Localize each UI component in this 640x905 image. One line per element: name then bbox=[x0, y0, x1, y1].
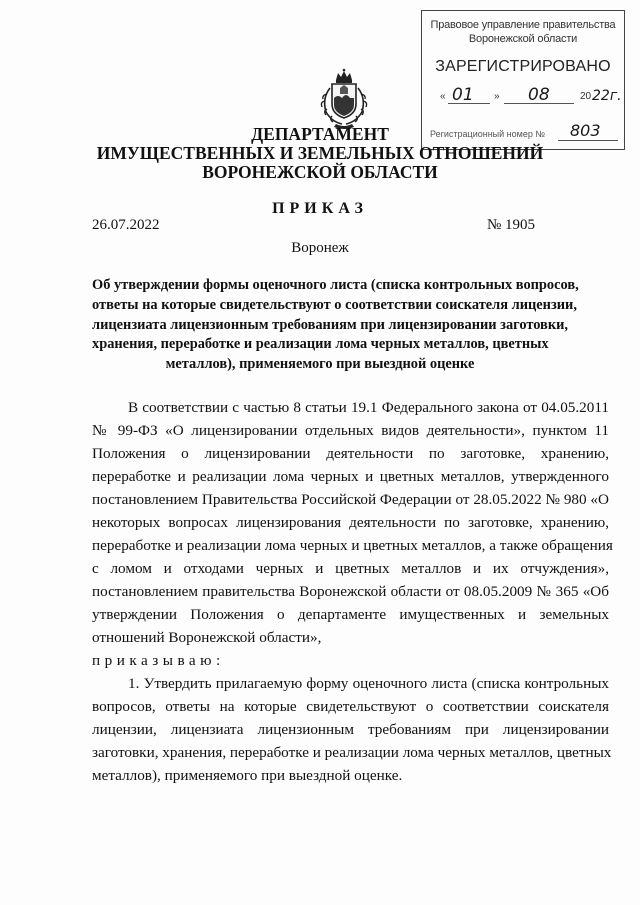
body-line: лицензии, лицензиата лицензионным требованиям при лицензировании bbox=[92, 721, 609, 738]
department-name-line2: ИМУЩЕСТВЕННЫХ И ЗЕМЕЛЬНЫХ ОТНОШЕНИЙ bbox=[96, 143, 544, 163]
body-line: заготовки, хранения, переработке и реализации лома черных металлов, цветных bbox=[92, 744, 612, 761]
body-line: вопросов, ответы на которые свидетельствуют о соответствии соискателя bbox=[92, 698, 609, 715]
stamp-date bbox=[440, 85, 622, 109]
title-line: ответы на которые свидетельствуют о соответствии соискателя лицензии, bbox=[92, 296, 577, 313]
coat-of-arms-icon bbox=[318, 68, 370, 130]
body-line-prikazyvayu: приказываю: bbox=[92, 652, 225, 669]
body-line: с ломом и отходами черных и цветных металлов и их отчуждения», bbox=[92, 560, 609, 577]
order-word: ПРИКАЗ bbox=[272, 200, 368, 217]
stamp-year: 22г. bbox=[592, 88, 622, 104]
order-date: 26.07.2022 bbox=[92, 217, 160, 233]
body-line: утверждении Положения о департаменте имущественных и земельных bbox=[92, 606, 609, 623]
order-city: Воронеж bbox=[291, 240, 349, 256]
body-line-item1: 1. Утвердить прилагаемую форму оценочного листа (списка контрольных bbox=[128, 675, 609, 692]
title-line: Об утверждении формы оценочного листа (списка контрольных вопросов, bbox=[92, 277, 579, 293]
order-body bbox=[92, 396, 613, 787]
body-line: № 99-ФЗ «О лицензировании отдельных видов деятельности», пунктом 11 bbox=[92, 422, 609, 439]
stamp-registered: ЗАРЕГИСТРИРОВАНО bbox=[435, 58, 611, 75]
body-line: переработке и реализации лома черных и цветных металлов, утвержденного bbox=[92, 468, 609, 485]
stamp-region: Воронежской области bbox=[468, 33, 578, 45]
stamp-number: 803 bbox=[570, 121, 601, 140]
body-line: отношений Воронежской области», bbox=[92, 629, 322, 646]
title-line: хранения, переработке и реализации лома черных металлов, цветных bbox=[92, 336, 549, 353]
order-number: № 1905 bbox=[487, 217, 536, 233]
title-line: лицензиата лицензионным требованиям при лицензировании заготовки, bbox=[92, 316, 569, 333]
body-line: В соответствии с частью 8 статьи 19.1 Федерального закона от 04.05.2011 bbox=[128, 399, 609, 416]
body-line: постановлением правительства Воронежской области от 08.05.2009 № 365 «Об bbox=[92, 583, 609, 600]
stamp-number-label: Регистрационный номер № bbox=[430, 129, 546, 139]
stamp-year-prefix: 20 bbox=[580, 91, 592, 102]
order-title bbox=[92, 276, 579, 375]
body-line: постановлением Правительства Российской Федерации от 28.05.2022 № 980 «О bbox=[92, 491, 609, 508]
body-line: некоторых вопросах лицензирования деятельности по заготовке, хранению, bbox=[92, 514, 609, 531]
stamp-month: 08 bbox=[528, 85, 550, 105]
department-name-line1: ДЕПАРТАМЕНТ bbox=[251, 124, 389, 144]
stamp-authority: Правовое управление правительства bbox=[430, 19, 616, 31]
body-line: переработке и реализации лома черных и цветных металлов, а также обращения bbox=[92, 537, 613, 554]
stamp-quote-open: « bbox=[440, 91, 446, 102]
stamp-day: 01 bbox=[452, 85, 474, 105]
stamp-quote-close: » bbox=[494, 91, 500, 102]
department-name-line3: ВОРОНЕЖСКОЙ ОБЛАСТИ bbox=[202, 162, 438, 182]
body-line: металлов), применяемого при выездной оценке. bbox=[92, 767, 403, 784]
body-line: Положения о лицензировании деятельности по заготовке, хранению, bbox=[92, 445, 609, 462]
title-line: металлов), применяемого при выездной оценке bbox=[165, 356, 475, 373]
